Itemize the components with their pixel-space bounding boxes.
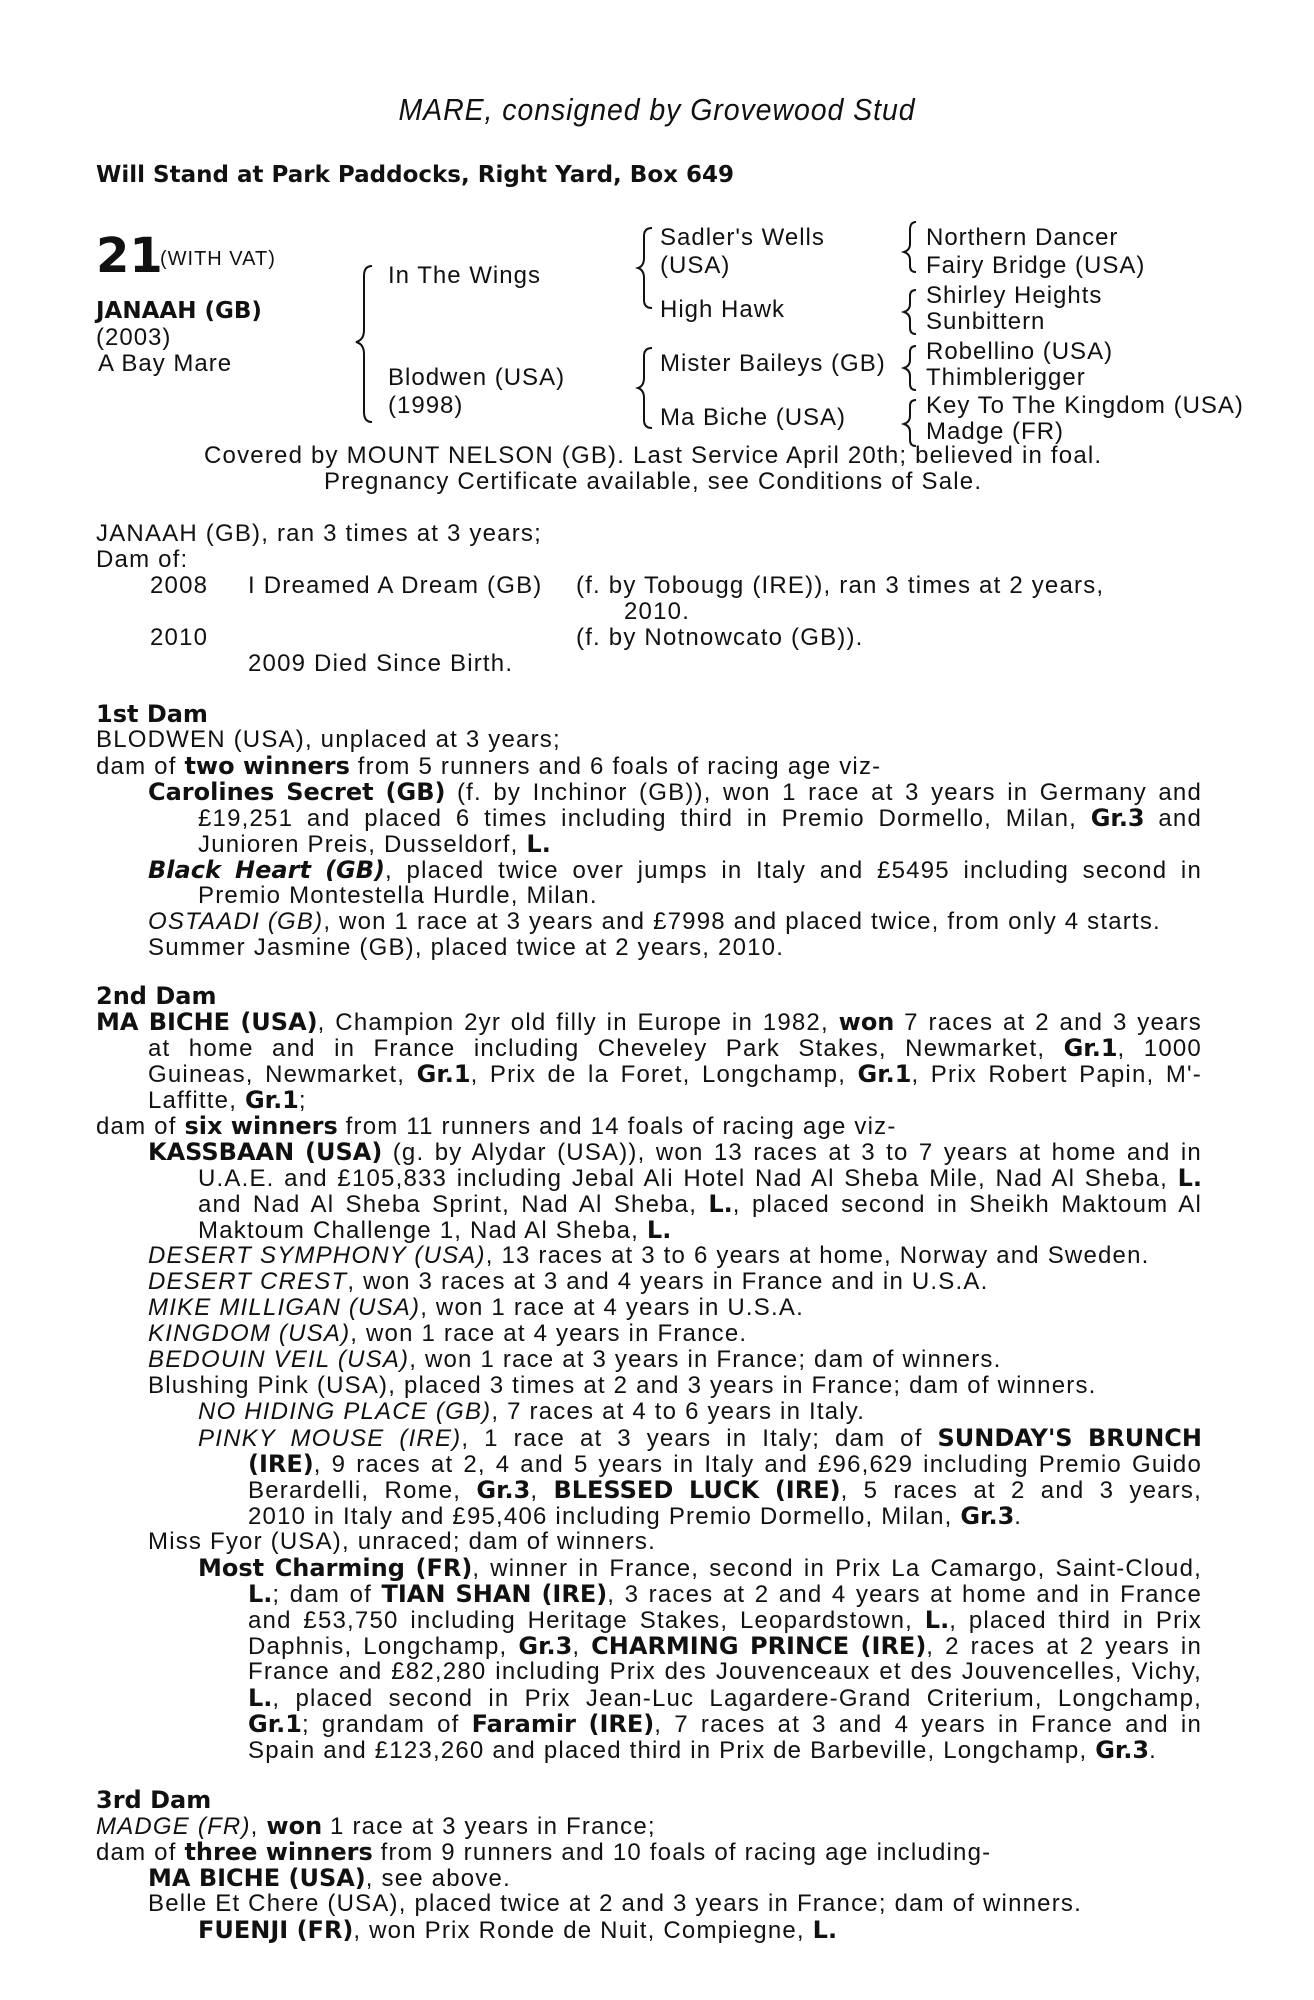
belle-et-chere: Belle Et Chere (USA), placed twice at 2 and 3 years in France; dam of winners.	[148, 1890, 1082, 1917]
pedigree-sds: Shirley Heights	[926, 282, 1103, 309]
kingdom: KINGDOM (USA), won 1 race at 4 years in France.	[148, 1320, 748, 1347]
vat-note: (WITH VAT)	[160, 248, 276, 270]
kassbaan-line2: U.A.E. and £105,833 including Jebal Ali Hotel Nad Al Sheba Mile, Nad Al Sheba, L.	[198, 1164, 1202, 1192]
third-dam-heading: 3rd Dam	[96, 1786, 212, 1814]
kassbaan-line1: KASSBAAN (USA) (g. by Alydar (USA)), won 13 races at 3 to 7 years at home and in	[148, 1138, 1202, 1166]
first-dam-progeny-3: OSTAADI (GB), won 1 race at 3 years and £7998 and placed twice, from only 4 starts.	[148, 908, 1161, 935]
first-dam-progeny-4: Summer Jasmine (GB), placed twice at 2 years, 2010.	[148, 934, 785, 961]
first-dam-progeny-1c: Junioren Preis, Dusseldorf, L.	[198, 830, 551, 858]
most-charming-line4: Daphnis, Longchamp, Gr.3, CHARMING PRINCE (IRE), 2 races at 2 years in	[248, 1632, 1202, 1660]
pedigree-sire-sire-country: (USA)	[660, 252, 731, 279]
bedouin-veil: BEDOUIN VEIL (USA), won 1 race at 3 years in France; dam of winners.	[148, 1346, 1002, 1373]
desert-symphony: DESERT SYMPHONY (USA), 13 races at 3 to 6 years at home, Norway and Sweden.	[148, 1242, 1150, 1269]
first-dam-line1: BLODWEN (USA), unplaced at 3 years;	[96, 726, 561, 753]
first-dam-line2: dam of two winners from 5 runners and 6 foals of racing age viz-	[96, 752, 882, 780]
pedigree-sire: In The Wings	[388, 262, 541, 289]
blushing-pink: Blushing Pink (USA), placed 3 times at 2 and 3 years in France; dam of winners.	[148, 1372, 1097, 1399]
mare-name: JANAAH (GB)	[96, 298, 262, 324]
most-charming-line2: L.; dam of TIAN SHAN (IRE), 3 races at 2 and 4 years at home and in France	[248, 1580, 1203, 1608]
most-charming-line3: and £53,750 including Heritage Stakes, Leopardstown, L., placed third in Prix	[248, 1606, 1202, 1634]
desert-crest: DESERT CREST, won 3 races at 3 and 4 years in France and in U.S.A.	[148, 1268, 989, 1295]
record-line1: JANAAH (GB), ran 3 times at 3 years;	[96, 520, 542, 547]
stand-location: Will Stand at Park Paddocks, Right Yard, Box 649	[96, 162, 734, 188]
no-hiding-place: NO HIDING PLACE (GB), 7 races at 4 to 6 years in Italy.	[198, 1398, 866, 1425]
pinky-mouse-line1: PINKY MOUSE (IRE), 1 race at 3 years in Italy; dam of SUNDAY'S BRUNCH	[198, 1424, 1202, 1452]
third-dam-line1: MADGE (FR), won 1 race at 3 years in France;	[96, 1812, 656, 1840]
pedigree-ddd: Madge (FR)	[926, 418, 1065, 445]
most-charming-line8: Spain and £123,260 and placed third in Prix de Barbeville, Longchamp, Gr.3.	[248, 1736, 1157, 1764]
second-dam-line2: at home and in France including Cheveley Park Stakes, Newmarket, Gr.1, 1000	[148, 1034, 1202, 1062]
pedigree-sire-sire: Sadler's Wells	[660, 224, 825, 251]
pedigree-dds: Key To The Kingdom (USA)	[926, 392, 1244, 419]
fuenji: FUENJI (FR), won Prix Ronde de Nuit, Compiegne, L.	[198, 1916, 838, 1944]
third-dam-line2: dam of three winners from 9 runners and 10 foals of racing age including-	[96, 1838, 992, 1866]
pedigree-dam-year: (1998)	[388, 392, 464, 419]
mare-description: A Bay Mare	[98, 350, 233, 377]
most-charming-line1: Most Charming (FR), winner in France, second in Prix La Camargo, Saint-Cloud,	[198, 1554, 1202, 1582]
first-dam-heading: 1st Dam	[96, 700, 208, 728]
page-header: MARE, consigned by Grovewood Stud	[398, 92, 916, 127]
kassbaan-line4: Maktoum Challenge 1, Nad Al Sheba, L.	[198, 1216, 672, 1244]
pinky-mouse-line2: (IRE), 9 races at 2, 4 and 5 years in Italy and £96,629 including Premio Guido	[248, 1450, 1202, 1478]
pedigree-sss: Northern Dancer	[926, 224, 1119, 251]
pedigree-dam: Blodwen (USA)	[388, 364, 566, 391]
second-dam-line1: MA BICHE (USA), Champion 2yr old filly in Europe in 1982, won 7 races at 2 and 3 years	[96, 1008, 1202, 1036]
record-died: 2009 Died Since Birth.	[248, 650, 514, 677]
record-year-2010: 2010	[150, 624, 209, 651]
first-dam-progeny-2: Black Heart (GB), placed twice over jumps in Italy and £5495 including second in	[148, 856, 1202, 884]
record-line2: Dam of:	[96, 546, 189, 573]
mike-milligan: MIKE MILLIGAN (USA), won 1 race at 4 years in U.S.A.	[148, 1294, 804, 1321]
pinky-mouse-line4: 2010 in Italy and £95,406 including Premio Dormello, Milan, Gr.3.	[248, 1502, 1023, 1530]
first-dam-progeny-1: Carolines Secret (GB) (f. by Inchinor (GB)), won 1 race at 3 years in Germany and	[148, 778, 1203, 806]
mare-year: (2003)	[96, 324, 172, 351]
pedigree-dss: Robellino (USA)	[926, 338, 1114, 365]
most-charming-line6: L., placed second in Prix Jean-Luc Lagardere-Grand Criterium, Longchamp,	[248, 1684, 1202, 1712]
pedigree-ssd: Fairy Bridge (USA)	[926, 252, 1146, 279]
record-foal-2008: I Dreamed A Dream (GB)	[248, 572, 543, 599]
lot-number: 21	[96, 228, 163, 284]
pedigree-dam-dam: Ma Biche (USA)	[660, 404, 847, 431]
second-dam-line5: dam of six winners from 11 runners and 14 foals of racing age viz-	[96, 1112, 897, 1140]
covered-note: Covered by MOUNT NELSON (GB). Last Service April 20th; believed in foal.	[204, 442, 1103, 469]
most-charming-line5: France and £82,280 including Prix des Jouvenceaux et des Jouvencelles, Vichy,	[248, 1658, 1202, 1685]
record-info-2010: (f. by Notnowcato (GB)).	[576, 624, 864, 651]
second-dam-heading: 2nd Dam	[96, 982, 217, 1010]
pedigree-dam-sire: Mister Baileys (GB)	[660, 350, 886, 377]
pedigree-dsd: Thimblerigger	[926, 364, 1086, 391]
miss-fyor: Miss Fyor (USA), unraced; dam of winners.	[148, 1528, 657, 1555]
record-year-2008: 2008	[150, 572, 209, 599]
pedigree-sire-dam: High Hawk	[660, 296, 786, 323]
pregnancy-note: Pregnancy Certificate available, see Conditions of Sale.	[324, 468, 983, 495]
record-info-2008b: 2010.	[624, 598, 691, 625]
pedigree-sdd: Sunbittern	[926, 308, 1046, 335]
second-dam-line3: Guineas, Newmarket, Gr.1, Prix de la Foret, Longchamp, Gr.1, Prix Robert Papin, M'-	[148, 1060, 1202, 1088]
first-dam-progeny-2b: Premio Montestella Hurdle, Milan.	[198, 882, 598, 909]
pinky-mouse-line3: Berardelli, Rome, Gr.3, BLESSED LUCK (IRE), 5 races at 2 and 3 years,	[248, 1476, 1202, 1504]
third-dam-ma-biche: MA BICHE (USA), see above.	[148, 1864, 511, 1892]
second-dam-line4: Laffitte, Gr.1;	[148, 1086, 307, 1114]
first-dam-progeny-1b: £19,251 and placed 6 times including third in Premio Dormello, Milan, Gr.3 and	[198, 804, 1202, 832]
most-charming-line7: Gr.1; grandam of Faramir (IRE), 7 races at 3 and 4 years in France and in	[248, 1710, 1202, 1738]
kassbaan-line3: and Nad Al Sheba Sprint, Nad Al Sheba, L., placed second in Sheikh Maktoum Al	[198, 1190, 1203, 1218]
record-info-2008: (f. by Tobougg (IRE)), ran 3 times at 2 years,	[576, 572, 1105, 599]
